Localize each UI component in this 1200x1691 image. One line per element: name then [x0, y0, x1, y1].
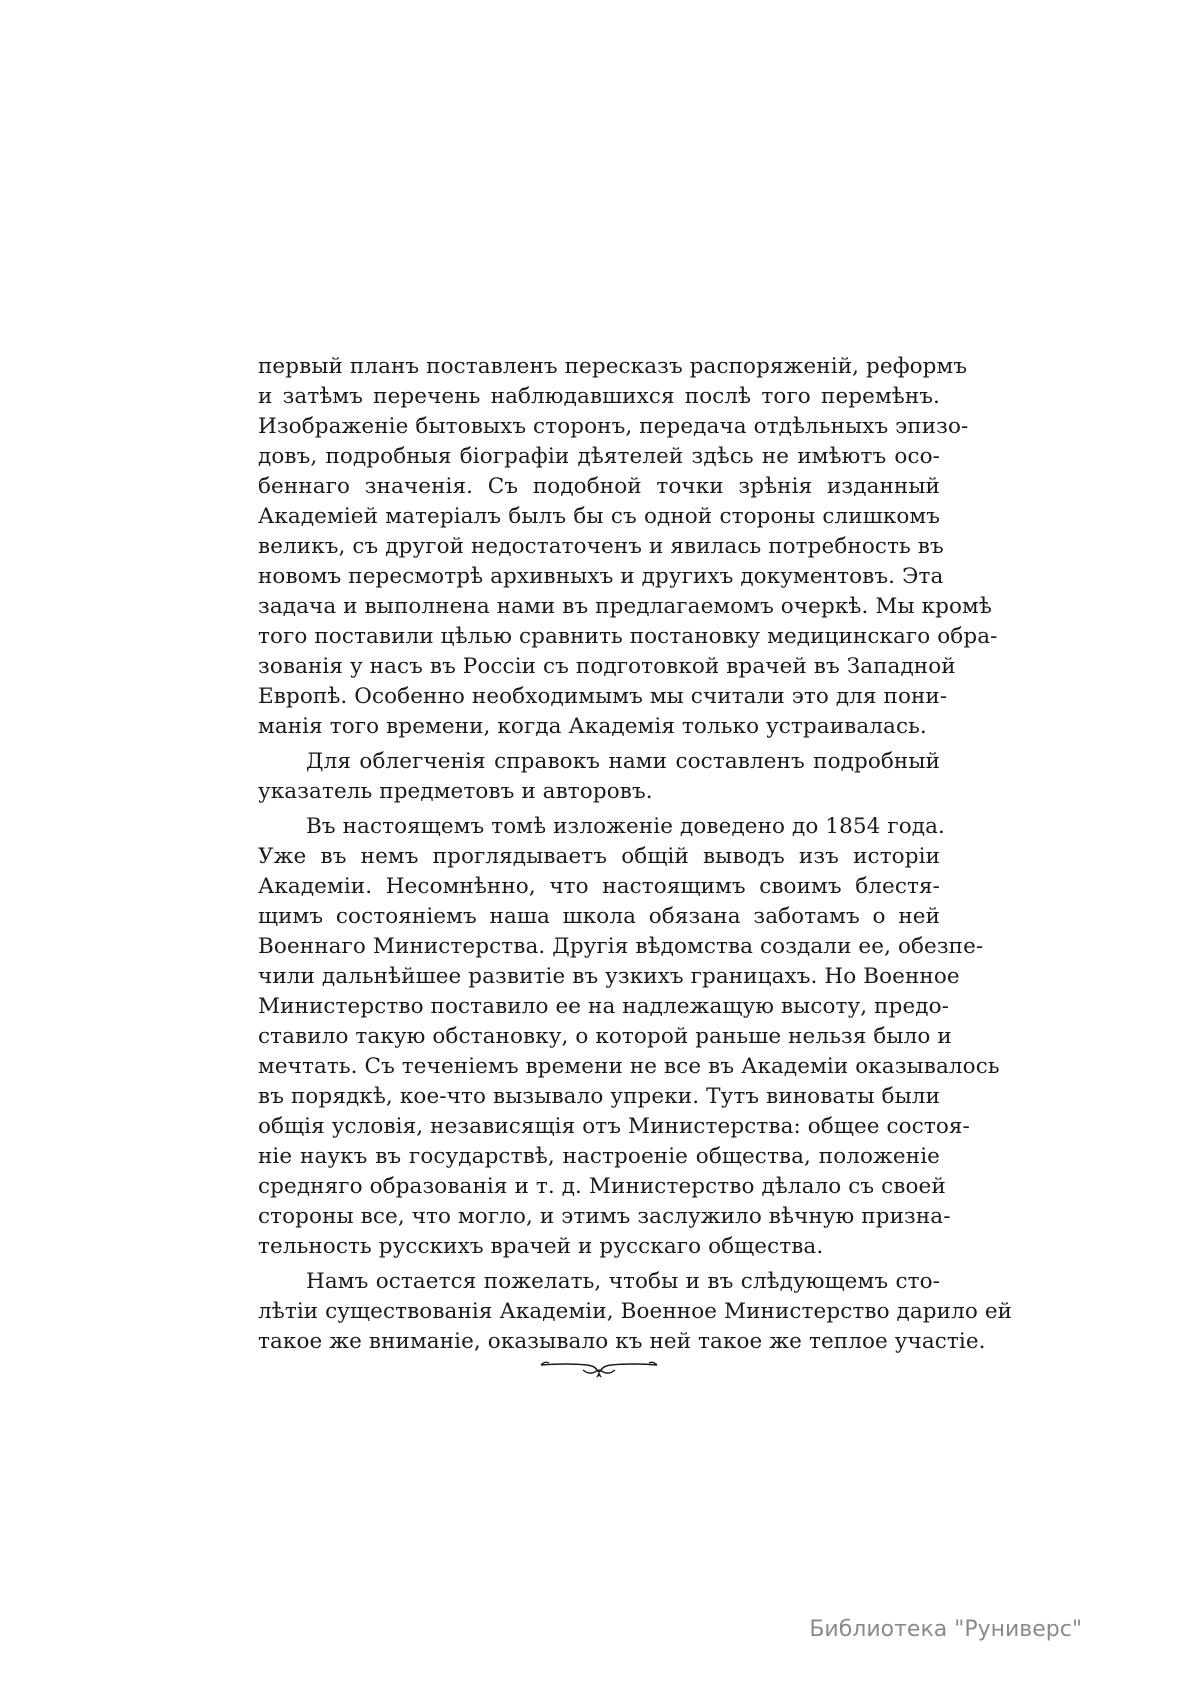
text-line: щимъ состояніемъ наша школа обязана заботамъ о ней — [258, 904, 940, 929]
text-line: Академіи. Несомнѣнно, что настоящимъ своимъ блестя- — [258, 874, 940, 899]
text-line: Министерство поставило ее на надлежащую высоту, предо- — [258, 994, 950, 1019]
text-line: лѣтіи существованія Академіи, Военное Министерство дарило ей — [258, 1299, 1013, 1324]
text-line: беннаго значенія. Съ подобной точки зрѣнія изданный — [258, 474, 940, 499]
text-line: манія того времени, когда Академія только устраивалась. — [258, 714, 927, 739]
text-line: зованія у насъ въ Россіи съ подготовкой врачей въ Западной — [258, 654, 956, 679]
paragraph — [258, 352, 998, 742]
text-line: великъ, съ другой недостаточенъ и явилась потребность въ — [258, 534, 944, 559]
text-line: въ порядкѣ, кое-что вызывало упреки. Тутъ виноваты были — [258, 1084, 940, 1109]
text-line: Для облегченія справокъ нами составленъ подробный — [306, 749, 940, 774]
text-line: Академіей матеріалъ былъ бы съ одной стороны слишкомъ — [258, 504, 940, 529]
text-line: Военнаго Министерства. Другія вѣдомства создали ее, обезпе- — [258, 934, 984, 959]
page-body-text — [258, 352, 1013, 1362]
text-line: ніе наукъ въ государствѣ, настроеніе общества, положеніе — [258, 1144, 940, 1169]
text-line: ставило такую обстановку, о которой раньше нельзя было и — [258, 1024, 952, 1049]
text-line: чили дальнѣйшее развитіе въ узкихъ границахъ. Но Военное — [258, 964, 960, 989]
library-watermark: Библиотека "Руниверс" — [809, 1617, 1082, 1642]
text-line: новомъ пересмотрѣ архивныхъ и другихъ документовъ. Эта — [258, 564, 944, 589]
text-line: указатель предметовъ и авторовъ. — [258, 779, 653, 804]
text-line: Изображеніе бытовыхъ сторонъ, передача отдѣльныхъ эпизо- — [258, 414, 969, 439]
text-line: Европѣ. Особенно необходимымъ мы считали это для пони- — [258, 684, 948, 709]
text-line: Намъ остается пожелать, чтобы и въ слѣдующемъ сто- — [306, 1269, 940, 1294]
text-line: и затѣмъ перечень наблюдавшихся послѣ того перемѣнъ. — [258, 384, 940, 409]
text-line: того поставили цѣлью сравнить постановку медицинскаго обра- — [258, 624, 998, 649]
text-line: довъ, подробныя біографіи дѣятелей здѣсь не имѣютъ осо- — [258, 444, 940, 469]
paragraph — [258, 747, 940, 807]
text-line: задача и выполнена нами въ предлагаемомъ очеркѣ. Мы кромѣ — [258, 594, 992, 619]
text-line: общія условія, независящія отъ Министерства: общее состоя- — [258, 1114, 970, 1139]
text-line: Уже въ немъ проглядываетъ общій выводъ изъ исторіи — [258, 844, 940, 869]
text-line: тельность русскихъ врачей и русскаго общества. — [258, 1234, 824, 1259]
text-line: такое же вниманіе, оказывало къ ней такое же теплое участіе. — [258, 1329, 986, 1354]
text-line: средняго образованія и т. д. Министерство дѣлало съ своей — [258, 1174, 946, 1199]
text-line: первый планъ поставленъ пересказъ распоряженій, реформъ — [258, 354, 968, 379]
ornament-flourish-icon — [537, 1350, 661, 1380]
paragraph — [258, 1267, 1013, 1357]
text-line: Въ настоящемъ томѣ изложеніе доведено до 1854 года. — [306, 814, 945, 839]
paragraph — [258, 812, 1000, 1262]
text-line: стороны все, что могло, и этимъ заслужило вѣчную призна- — [258, 1204, 951, 1229]
text-line: мечтать. Съ теченіемъ времени не все въ Академіи оказывалось — [258, 1054, 1000, 1079]
